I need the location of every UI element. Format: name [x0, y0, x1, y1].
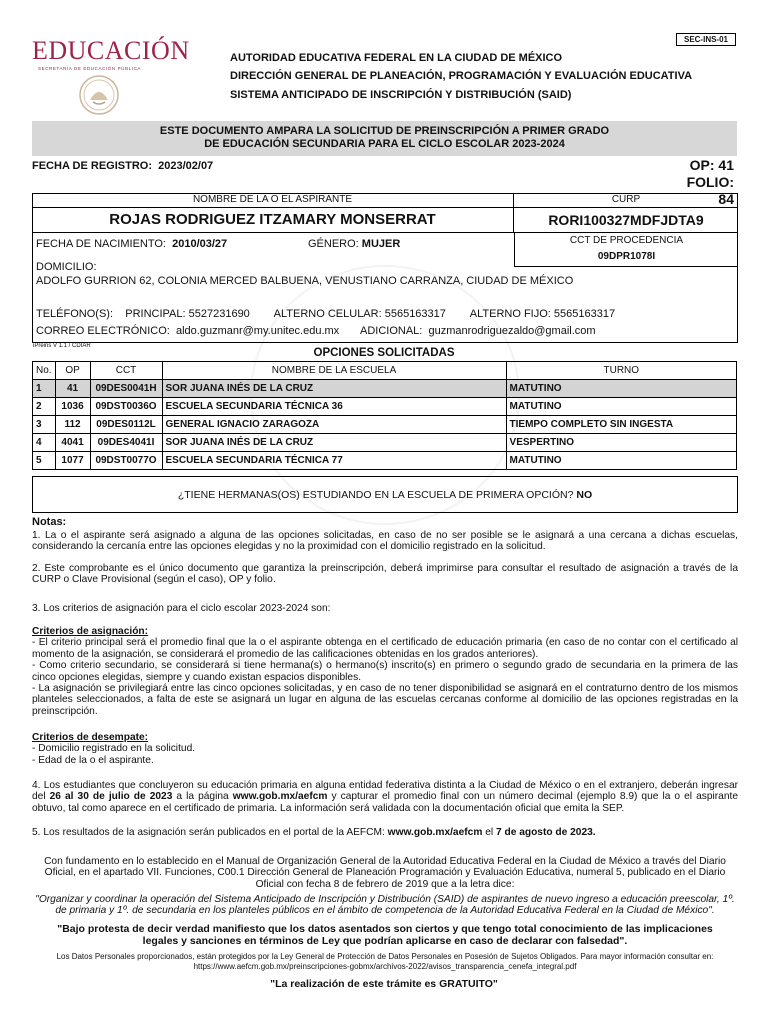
- applicant-name: ROJAS RODRIGUEZ ITZAMARY MONSERRAT: [32, 208, 514, 233]
- note-2: 2. Este comprobante es el único documento que garantiza la preinscripción, deberá imprimirse para consultar el resultado de asignación a través de la CURP o Clave Provisional (según el caso), OP y folio.: [32, 563, 738, 586]
- row-op: 1036: [55, 398, 90, 416]
- col-header-cct: CCT: [90, 362, 162, 380]
- legal-basis: Con fundamento en lo establecido en el Manual de Organización General de la Autoridad Educativa Federal en la Ciudad de México a través del Diario Oficial, en el apartado VII. Funciones, C00.1 Dirección General de Planeación Programación y Evaluación Educativa, numeral 5, publicado en el Diario Oficial con fecha 8 de febrero de 2019 que a la letra dice:: [44, 856, 726, 890]
- note-4-dates: 26 al 30 de julio de 2023: [49, 791, 173, 803]
- row-school: ESCUELA SECUNDARIA TÉCNICA 36: [162, 398, 506, 416]
- row-shift: MATUTINO: [506, 452, 736, 470]
- options-table: [32, 361, 737, 470]
- siblings-box: [32, 476, 738, 513]
- folio-label: FOLIO:: [686, 174, 734, 190]
- row-cct: 09DES4041I: [90, 434, 162, 452]
- criteria-2: - Como criterio secundario, se considerará si tiene hermana(s) o hermano(s) inscrito(s) en primero o segundo grado de secundaria en la primera de las cinco opciones elegidas, siempre y cuando existan espacios disponibles.: [32, 660, 738, 683]
- curp-label: CURP: [514, 193, 738, 208]
- email-alt-value: guzmanrodriguezaldo@gmail.com: [428, 325, 596, 337]
- op-value: 41: [718, 157, 734, 173]
- tiebreak-2: - Edad de la o el aspirante.: [32, 754, 154, 766]
- row-no: 1: [33, 380, 56, 398]
- note-4-text-e: y capturar el promedio final con un número decimal (ejemplo 8.9) que la o el aspirante obtuvo, tal como aparece en el certificado de primaria. La información será validada con la documentación oficial que emita la SEP.: [32, 791, 738, 814]
- row-no: 3: [33, 416, 56, 434]
- note-1: 1. La o el aspirante será asignado a alguna de las opciones solicitadas, en caso de no ser posible se le asignará a una cercana a dichas escuelas, considerando la cercanía entre las opciones elegidas y no la proximidad con el domicilio registrado en la solicitud.: [32, 530, 738, 553]
- folio-value: 84: [718, 191, 734, 207]
- note-5-date: 7 de agosto de 2023.: [495, 827, 596, 838]
- row-shift: VESPERTINO: [506, 434, 736, 452]
- phones: [36, 308, 615, 320]
- note-4: [32, 780, 738, 814]
- registration-date: [32, 160, 213, 172]
- row-op: 1077: [55, 452, 90, 470]
- phone-fijo-label: ALTERNO FIJO:: [469, 308, 551, 320]
- free-procedure-notice: "La realización de este trámite es GRATUITO": [270, 978, 498, 990]
- phone-cel-label: ALTERNO CELULAR:: [273, 308, 382, 320]
- email-alt-label: ADICIONAL:: [359, 325, 423, 337]
- col-header-school: NOMBRE DE LA ESCUELA: [162, 362, 506, 380]
- gender-label: GÉNERO:: [308, 238, 359, 250]
- row-op: 112: [55, 416, 90, 434]
- curp-value: RORI100327MDFJDTA9: [514, 208, 738, 233]
- note-4-link: www.gob.mx/aefcm: [232, 791, 328, 803]
- table-row: [33, 452, 737, 470]
- table-row: [33, 434, 737, 452]
- row-no: 4: [33, 434, 56, 452]
- row-cct: 09DST0077O: [90, 452, 162, 470]
- row-no: 5: [33, 452, 56, 470]
- criteria-3: - La asignación se privilegiará entre las cinco opciones solicitadas, y en caso de no tener disponibilidad se asignará en el contraturno dentro de los mismos planteles seleccionados, a falta de este se asignará un lugar en alguna de las escuelas cercanas conforme al domicilio de las opciones registradas en la preinscripción.: [32, 683, 738, 717]
- table-row: [33, 416, 737, 434]
- version-label: iPreins V 1.1 / CDIAR: [33, 343, 91, 349]
- gender-value: MUJER: [361, 238, 401, 250]
- tiebreak-section: [32, 732, 738, 766]
- email-label: CORREO ELECTRÓNICO:: [36, 325, 170, 337]
- cct-origin-label: CCT DE PROCEDENCIA: [569, 235, 684, 246]
- row-no: 2: [33, 398, 56, 416]
- cct-origin-value: 09DPR1078I: [597, 251, 656, 262]
- note-5-link: www.gob.mx/aefcm: [387, 827, 483, 838]
- header-line-3: SISTEMA ANTICIPADO DE INSCRIPCIÓN Y DISTRIBUCIÓN (SAID): [230, 89, 572, 101]
- row-shift: MATUTINO: [506, 380, 736, 398]
- row-shift: MATUTINO: [506, 398, 736, 416]
- row-op: 4041: [55, 434, 90, 452]
- col-header-no: No.: [33, 362, 56, 380]
- note-3: 3. Los criterios de asignación para el ciclo escolar 2023-2024 son:: [32, 603, 331, 614]
- note-5: [32, 827, 738, 838]
- col-header-shift: TURNO: [506, 362, 736, 380]
- gender: [308, 238, 400, 250]
- emails: [36, 325, 596, 337]
- birth-date-label: FECHA DE NACIMIENTO:: [36, 238, 166, 250]
- phone-principal-label: PRINCIPAL:: [125, 308, 186, 320]
- row-school: GENERAL IGNACIO ZARAGOZA: [162, 416, 506, 434]
- logo-subtitle: SECRETARÍA DE EDUCACIÓN PÚBLICA: [38, 66, 142, 71]
- email-value: aldo.guzmanr@my.unitec.edu.mx: [175, 325, 340, 337]
- registration-date-value: 2023/02/07: [158, 160, 214, 172]
- phone-principal-value: 5527231690: [188, 308, 250, 320]
- document-banner: [32, 121, 737, 156]
- row-shift: TIEMPO COMPLETO SIN INGESTA: [506, 416, 736, 434]
- oath-statement: "Bajo protesta de decir verdad manifiesto que los datos asentados son ciertos y que tengo total conocimiento de las implicaciones legales y sanciones en términos de Ley que podrían aplicarse en caso de declarar con falsedad".: [57, 923, 713, 947]
- criteria-1: - El criterio principal será el promedio final que la o el aspirante obtenga en el certificado de educación primaria (en caso de no contar con el certificado al momento de la asignación, se considerará el promedio de las calificaciones obtenidas en los grados anteriores).: [32, 637, 738, 660]
- siblings-question: ¿TIENE HERMANAS(OS) ESTUDIANDO EN LA ESCUELA DE PRIMERA OPCIÓN?: [177, 489, 574, 501]
- options-header-row: [33, 362, 737, 380]
- col-header-op: OP: [55, 362, 90, 380]
- address-value: ADOLFO GURRION 62, COLONIA MERCED BALBUENA, VENUSTIANO CARRANZA, CIUDAD DE MÉXICO: [36, 275, 574, 287]
- banner-line-1: ESTE DOCUMENTO AMPARA LA SOLICITUD DE PREINSCRIPCIÓN A PRIMER GRADO: [159, 125, 610, 137]
- phone-cel-value: 5565163317: [384, 308, 446, 320]
- options-title: OPCIONES SOLICITADAS: [313, 347, 455, 359]
- address-label: DOMICILIO:: [36, 261, 97, 273]
- note-5-text-c: el: [482, 827, 496, 838]
- header-line-1: AUTORIDAD EDUCATIVA FEDERAL EN LA CIUDAD DE MÉXICO: [230, 52, 563, 64]
- note-5-text-a: 5. Los resultados de la asignación serán publicados en el portal de la AEFCM:: [32, 827, 388, 838]
- row-school: SOR JUANA INÉS DE LA CRUZ: [162, 380, 506, 398]
- header-line-2: DIRECCIÓN GENERAL DE PLANEACIÓN, PROGRAMACIÓN Y EVALUACIÓN EDUCATIVA: [230, 70, 693, 82]
- coat-of-arms-icon: [78, 74, 120, 116]
- cct-origin-box: [514, 233, 738, 267]
- note-4-text-a: 4. Los estudiantes que concluyeron su educación primaria en alguna entidad federativa distinta a la Ciudad de México o en el extranjero, deberán ingresar del: [32, 780, 738, 803]
- name-label: NOMBRE DE LA O EL ASPIRANTE: [32, 193, 514, 208]
- siblings-answer: NO: [576, 489, 593, 501]
- row-op: 41: [55, 380, 90, 398]
- phone-fijo-value: 5565163317: [553, 308, 616, 320]
- document-code: SEC-INS-01: [676, 33, 736, 46]
- row-school: ESCUELA SECUNDARIA TÉCNICA 77: [162, 452, 506, 470]
- row-cct: 09DST0036O: [90, 398, 162, 416]
- table-row: [33, 380, 737, 398]
- registration-date-label: FECHA DE REGISTRO:: [32, 160, 152, 172]
- row-cct: 09DES0112L: [90, 416, 162, 434]
- criteria-title: Criterios de asignación:: [32, 626, 149, 637]
- legal-quote: "Organizar y coordinar la operación del Sistema Anticipado de Inscripción y Distribución (SAID) de aspirantes de nuevo ingreso a educación preescolar, 1º. de primaria y 1º. de secundaria en los planteles públicos en el ámbito de competencia de la Autoridad Educativa Federal en la Ciudad de México".: [35, 894, 735, 917]
- note-4-text-c: a la página: [172, 791, 233, 803]
- birth-date-value: 2010/03/27: [172, 238, 228, 250]
- logo-title: EDUCACIÓN: [32, 36, 190, 65]
- op-label: OP:: [689, 157, 715, 173]
- phone-label: TELÉFONO(S):: [36, 308, 114, 320]
- row-school: SOR JUANA INÉS DE LA CRUZ: [162, 434, 506, 452]
- birth-date: [36, 238, 227, 250]
- notes-title: Notas:: [32, 516, 67, 528]
- privacy-notice: Los Datos Personales proporcionados, están protegidos por la Ley General de Protección de Datos Personales en Posesión de Sujetos Obligados. Para mayor información consultar en: https://www.aefcm.gob.mx/preinscripciones-gobmx/archivos-2022/avisos_transparencia_cenefa_integral.pdf: [56, 952, 714, 971]
- row-cct: 09DES0041H: [90, 380, 162, 398]
- table-row: [33, 398, 737, 416]
- banner-line-2: DE EDUCACIÓN SECUNDARIA PARA EL CICLO ESCOLAR 2023-2024: [204, 138, 565, 150]
- criteria-section: [32, 626, 738, 717]
- tiebreak-1: - Domicilio registrado en la solicitud.: [32, 743, 196, 755]
- tiebreak-title: Criterios de desempate:: [32, 732, 149, 743]
